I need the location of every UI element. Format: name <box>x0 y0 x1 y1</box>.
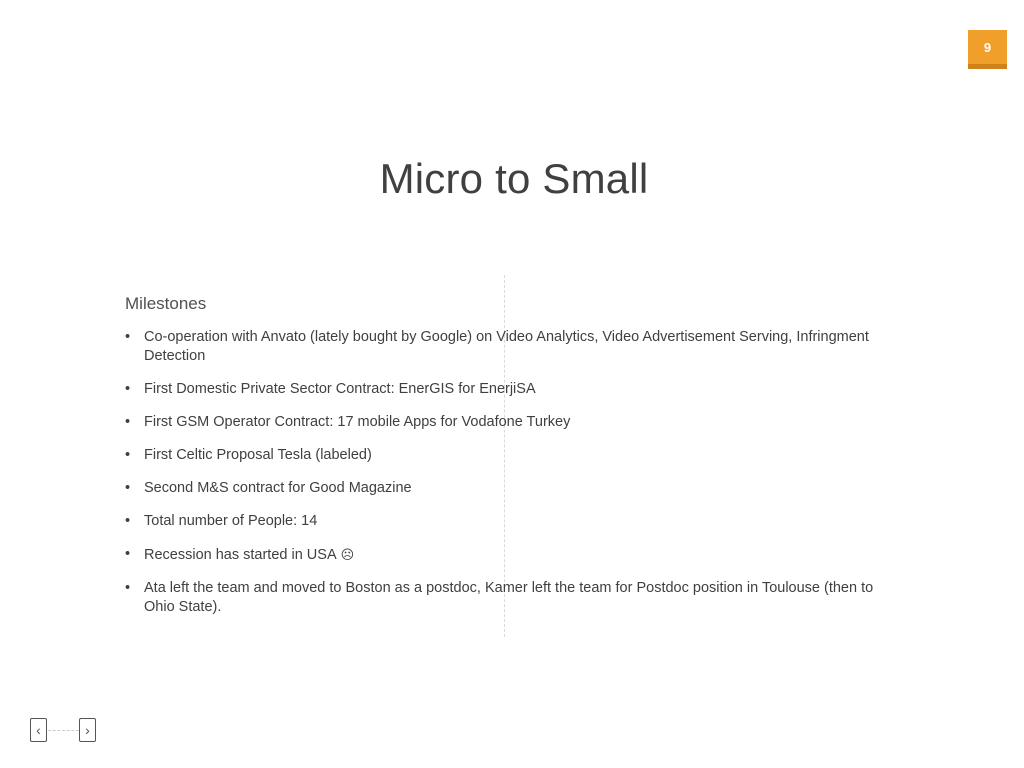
list-item <box>125 380 905 399</box>
list-item-text: Recession has started in USA <box>144 547 337 563</box>
list-item-text: Total number of People: 14 <box>144 513 318 529</box>
list-item <box>125 512 905 531</box>
milestones-list <box>125 328 905 617</box>
list-item <box>125 579 905 617</box>
chevron-left-icon: ‹ <box>36 722 41 738</box>
section-heading: Milestones <box>125 294 207 313</box>
bullet-icon: • <box>125 414 131 430</box>
next-slide-button[interactable] <box>79 718 96 742</box>
sad-face-icon: ☹ <box>340 547 355 562</box>
list-item-text: First Celtic Proposal Tesla (labeled) <box>144 447 372 463</box>
bullet-icon: • <box>125 329 131 345</box>
bullet-icon: • <box>125 480 131 496</box>
bullet-icon: • <box>125 546 131 562</box>
slide-title: Micro to Small <box>379 155 649 202</box>
list-item-text: Second M&S contract for Good Magazine <box>144 480 412 496</box>
list-item <box>125 413 905 432</box>
list-item <box>125 479 905 498</box>
list-item <box>125 545 905 565</box>
list-item <box>125 328 905 366</box>
page-number-badge <box>968 30 1007 69</box>
bullet-icon: • <box>125 381 131 397</box>
page-number: 9 <box>983 39 992 55</box>
bullet-icon: • <box>125 447 131 463</box>
list-item-text: Co-operation with Anvato (lately bought by Google) on Video Analytics, Video Advertisement Serving, Infringment Detection <box>144 329 869 364</box>
slide-progress-track <box>48 730 79 731</box>
list-item <box>125 446 905 465</box>
slide-content <box>125 294 905 631</box>
list-item-text: Ata left the team and moved to Boston as a postdoc, Kamer left the team for Postdoc position in Toulouse (then to Ohio State). <box>144 580 874 615</box>
list-item-text: First GSM Operator Contract: 17 mobile Apps for Vodafone Turkey <box>144 414 571 430</box>
chevron-right-icon: › <box>85 722 90 738</box>
previous-slide-button[interactable] <box>30 718 47 742</box>
bullet-icon: • <box>125 580 131 596</box>
list-item-text: First Domestic Private Sector Contract: EnerGIS for EnerjiSA <box>144 381 536 397</box>
bullet-icon: • <box>125 513 131 529</box>
